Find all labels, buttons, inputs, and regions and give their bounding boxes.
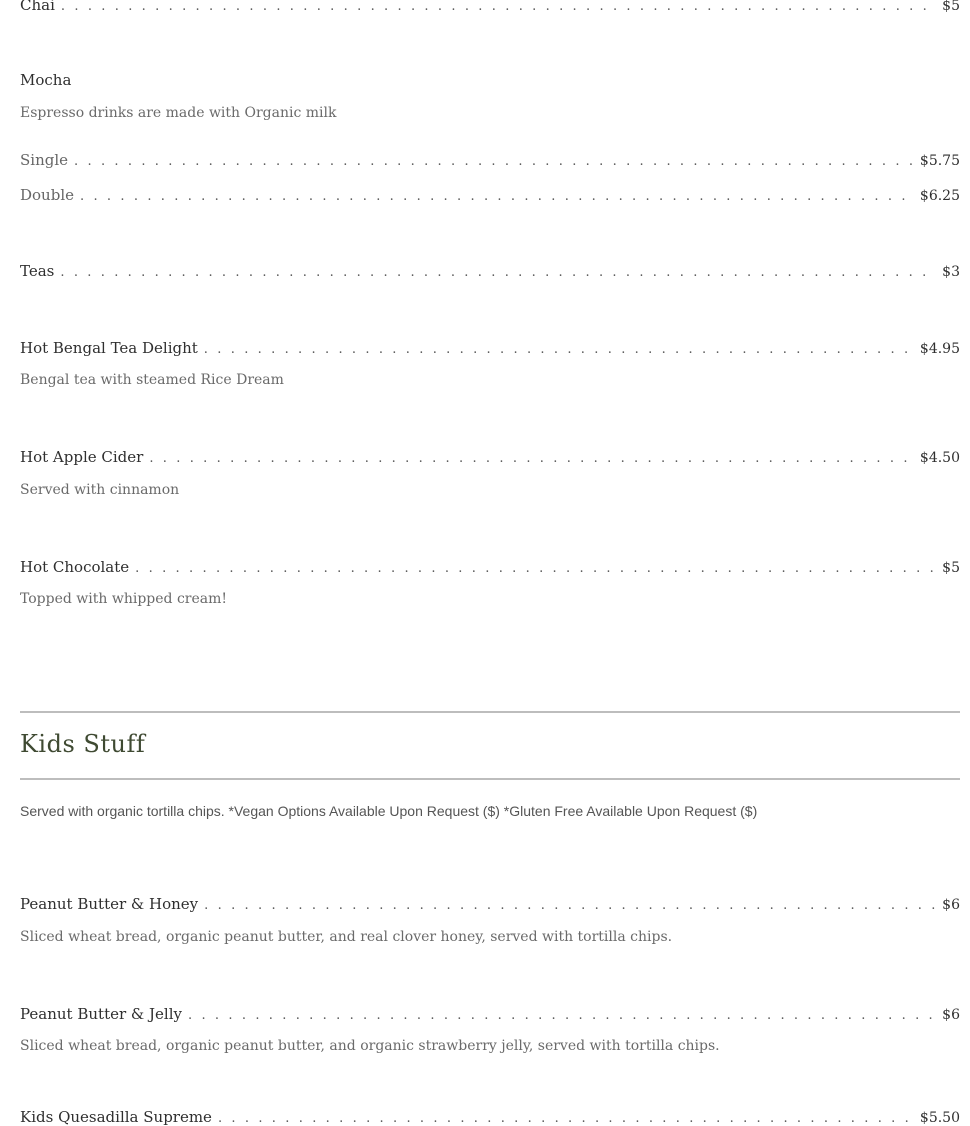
option-name: Double xyxy=(20,186,74,204)
leader-dots xyxy=(61,0,936,14)
item-name: Hot Chocolate xyxy=(20,558,130,576)
item-name: Hot Bengal Tea Delight xyxy=(20,339,198,357)
leader-dots xyxy=(204,898,936,913)
mocha-note: Espresso drinks are made with Organic milk xyxy=(20,105,337,121)
menu-item-kids-quesadilla xyxy=(20,1108,960,1126)
item-name: Hot Apple Cider xyxy=(20,448,144,466)
menu-item-hot-apple-cider xyxy=(20,448,960,466)
item-price: $6 xyxy=(942,1007,960,1023)
menu-item-hot-chocolate xyxy=(20,558,960,576)
menu-option-single xyxy=(20,151,960,169)
leader-dots xyxy=(188,1008,936,1023)
section-title: Kids Stuff xyxy=(20,730,146,758)
leader-dots xyxy=(60,265,936,280)
item-price: $5 xyxy=(942,560,960,576)
item-price: $4.95 xyxy=(919,341,960,357)
item-name: Peanut Butter & Honey xyxy=(20,895,199,913)
option-price: $5.75 xyxy=(919,153,960,169)
menu-item-pb-honey xyxy=(20,895,960,913)
menu-item-pb-jelly xyxy=(20,1005,960,1023)
item-price: $3 xyxy=(942,264,960,280)
item-name: Peanut Butter & Jelly xyxy=(20,1005,182,1023)
section-divider-top xyxy=(20,711,960,713)
menu-item-mocha-title: Mocha xyxy=(20,71,72,89)
item-price: $5.50 xyxy=(919,1110,960,1126)
item-description: Sliced wheat bread, organic peanut butter, and organic strawberry jelly, served with tortilla chips. xyxy=(20,1038,720,1054)
item-description: Bengal tea with steamed Rice Dream xyxy=(20,372,284,388)
item-price: $5 xyxy=(942,0,960,14)
leader-dots xyxy=(149,451,914,466)
leader-dots xyxy=(135,561,936,576)
menu-item-hot-bengal-tea xyxy=(20,339,960,357)
section-note: Served with organic tortilla chips. *Vegan Options Available Upon Request ($) *Gluten Free Available Upon Request ($) xyxy=(20,803,758,819)
item-description: Sliced wheat bread, organic peanut butter, and real clover honey, served with tortilla chips. xyxy=(20,929,673,945)
menu-item-teas xyxy=(20,262,960,280)
menu-option-double xyxy=(20,186,960,204)
section-divider-bottom xyxy=(20,778,960,780)
leader-dots xyxy=(204,342,914,357)
leader-dots xyxy=(80,189,914,204)
item-name: Teas xyxy=(20,262,55,280)
leader-dots xyxy=(74,154,914,169)
item-description: Topped with whipped cream! xyxy=(20,591,228,607)
item-name: Kids Quesadilla Supreme xyxy=(20,1108,212,1126)
item-price: $6 xyxy=(942,897,960,913)
item-price: $4.50 xyxy=(919,450,960,466)
item-description: Served with cinnamon xyxy=(20,482,180,498)
option-price: $6.25 xyxy=(919,188,960,204)
option-name: Single xyxy=(20,151,69,169)
menu-item-chai xyxy=(20,0,960,14)
item-name: Chai xyxy=(20,0,55,14)
